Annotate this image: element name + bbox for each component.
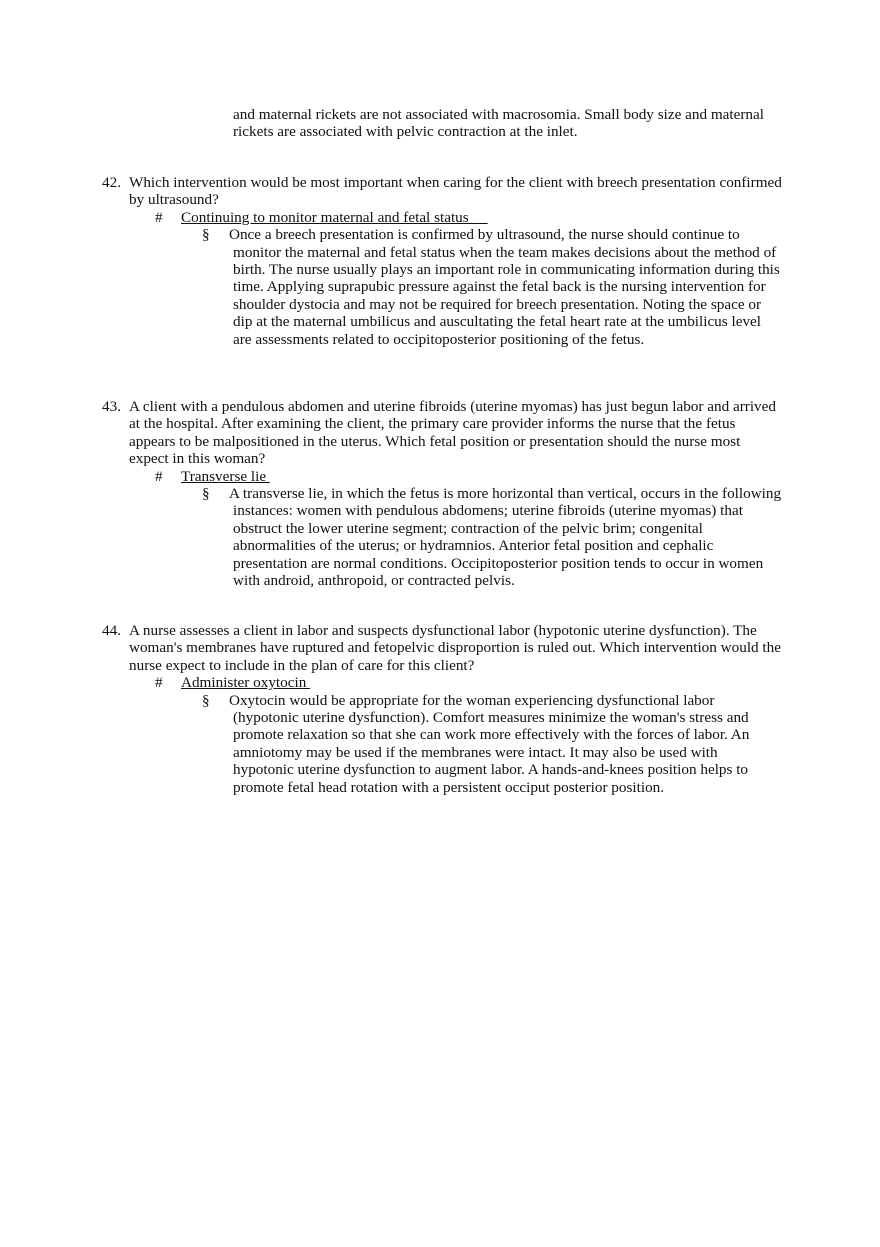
answer-row [102,209,782,226]
question-43 [102,398,782,589]
question-text: A nurse assesses a client in labor and suspects dysfunctional labor (hypotonic uterine dysfunction). The woman's membranes have ruptured and fetopelvic disproportion is ruled out. Which intervention would the nurse expect to include in the plan of care for this client? [129,622,781,674]
answer-bullet: # [155,674,163,692]
question-number: 42. [102,174,121,191]
answer-bullet: # [155,208,163,226]
section-bullet: § [202,485,210,503]
rationale-paragraph [202,226,782,348]
rationale-paragraph [202,485,782,590]
question-number: 43. [102,398,121,415]
answer-row [102,674,782,691]
question-row [102,622,782,674]
section-bullet: § [202,691,210,709]
rationale-text: Oxytocin would be appropriate for the woman experiencing dysfunctional labor (hypotonic uterine dysfunction). Comfort measures minimize the woman's stress and promote relaxation so that she can work more effectively with the forces of labor. An amniotomy may be used if the membranes were intact. It may also be used with hypotonic uterine dysfunction to augment labor. A hands-and-knees position helps to promote fetal head rotation with a persistent occiput posterior position. [229,691,750,796]
answer-bullet: # [155,467,163,485]
explanation-row [102,226,782,348]
correct-answer: Transverse lie [181,467,270,485]
section-bullet: § [202,226,210,244]
question-row [102,398,782,468]
rationale-text: A transverse lie, in which the fetus is more horizontal than vertical, occurs in the following instances: women with pendulous abdomens; uterine fibroids (uterine myomas) that obstruct the lower uterine segment; contraction of the pelvic brim; congenital abnormalities of the uterus; or hydramnios. Anterior fetal position and cephalic presentation are normal conditions. Occipitoposterior position tends to occur in women with android, anthropoid, or contracted pelvis. [229,485,782,590]
correct-answer: Continuing to monitor maternal and fetal status [181,208,488,226]
explanation-row [102,692,782,796]
question-44 [102,622,782,796]
question-42 [102,174,782,348]
answer-row [102,468,782,485]
question-text: Which intervention would be most important when caring for the client with breech presentation confirmed by ultrasound? [129,174,782,209]
rationale-paragraph [202,691,782,796]
question-text: A client with a pendulous abdomen and uterine fibroids (uterine myomas) has just begun labor and arrived at the hospital. After examining the client, the primary care provider informs the nurse that the fetus appears to be malpositioned in the uterus. Which fetal position or presentation should the nurse most expect in this woman? [129,398,776,468]
question-row [102,174,782,209]
explanation-row [102,485,782,589]
rationale-text: Once a breech presentation is confirmed by ultrasound, the nurse should continue to monitor the maternal and fetal status when the team makes decisions about the method of birth. The nurse usually plays an important role in communicating information during this time. Applying suprapubic pressure against the fetal back is the nursing intervention for shoulder dystocia and may not be required for breech presentation. Noting the space or dip at the maternal umbilicus and auscultating the fetal heart rate at the umbilicus level are assessments related to occipitoposterior positioning of the fetus. [229,226,780,348]
previous-explanation-continuation: and maternal rickets are not associated with macrosomia. Small body size and maternal rickets are associated with pelvic contraction at the inlet. [233,106,764,141]
question-number: 44. [102,622,121,639]
correct-answer: Administer oxytocin [181,674,311,692]
